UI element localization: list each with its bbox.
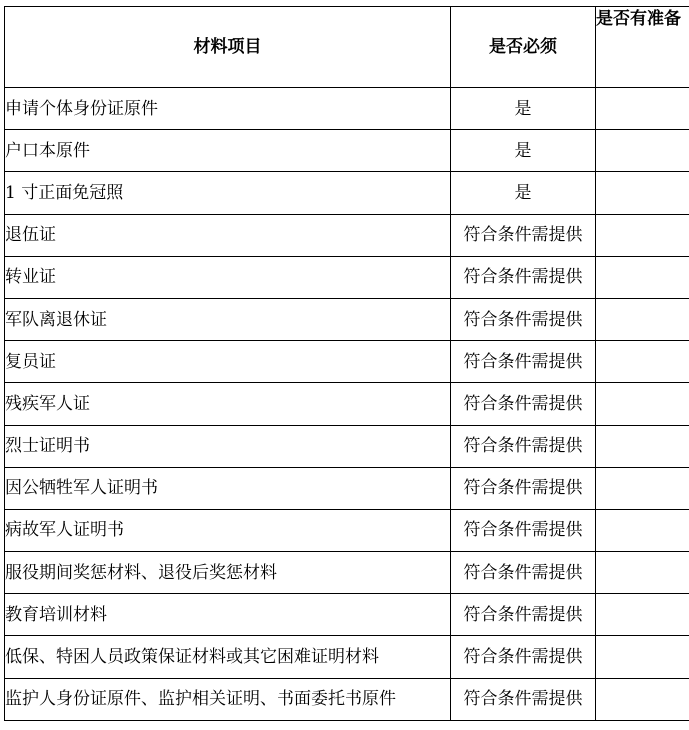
table-row	[5, 678, 689, 720]
prepared-cell[interactable]	[596, 256, 689, 298]
table-row	[5, 467, 689, 509]
material-name-cell: 退伍证	[5, 214, 451, 256]
table-row	[5, 509, 689, 551]
material-name-cell: 因公牺牲军人证明书	[5, 467, 451, 509]
material-name-cell: 军队离退休证	[5, 298, 451, 340]
table-row	[5, 88, 689, 130]
prepared-cell[interactable]	[596, 341, 689, 383]
prepared-cell[interactable]	[596, 172, 689, 214]
prepared-cell[interactable]	[596, 636, 689, 678]
materials-checklist-table	[4, 6, 689, 721]
material-name-cell: 转业证	[5, 256, 451, 298]
prepared-cell[interactable]	[596, 214, 689, 256]
material-name-cell: 服役期间奖惩材料、退役后奖惩材料	[5, 552, 451, 594]
header-material-item: 材料项目	[5, 7, 451, 88]
material-name-cell: 低保、特困人员政策保证材料或其它困难证明材料	[5, 636, 451, 678]
table-row	[5, 594, 689, 636]
material-name-cell: 烈士证明书	[5, 425, 451, 467]
required-cell: 是	[451, 130, 596, 172]
table-row	[5, 552, 689, 594]
required-cell: 是	[451, 172, 596, 214]
material-name-cell: 残疾军人证	[5, 383, 451, 425]
table-row	[5, 425, 689, 467]
required-cell: 符合条件需提供	[451, 509, 596, 551]
table-row	[5, 341, 689, 383]
required-cell: 符合条件需提供	[451, 256, 596, 298]
prepared-cell[interactable]	[596, 552, 689, 594]
prepared-cell[interactable]	[596, 467, 689, 509]
material-name-cell: 1 寸正面免冠照	[5, 172, 451, 214]
required-cell: 符合条件需提供	[451, 467, 596, 509]
required-cell: 符合条件需提供	[451, 678, 596, 720]
prepared-cell[interactable]	[596, 88, 689, 130]
required-cell: 符合条件需提供	[451, 594, 596, 636]
material-name-cell: 教育培训材料	[5, 594, 451, 636]
required-cell: 符合条件需提供	[451, 425, 596, 467]
prepared-cell[interactable]	[596, 425, 689, 467]
prepared-cell[interactable]	[596, 298, 689, 340]
required-cell: 符合条件需提供	[451, 214, 596, 256]
required-cell: 符合条件需提供	[451, 552, 596, 594]
prepared-cell[interactable]	[596, 130, 689, 172]
material-name-cell: 监护人身份证原件、监护相关证明、书面委托书原件	[5, 678, 451, 720]
table-row	[5, 298, 689, 340]
prepared-cell[interactable]	[596, 509, 689, 551]
header-required: 是否必须	[451, 7, 596, 88]
prepared-cell[interactable]	[596, 678, 689, 720]
material-name-cell: 申请个体身份证原件	[5, 88, 451, 130]
required-cell: 是	[451, 88, 596, 130]
required-cell: 符合条件需提供	[451, 298, 596, 340]
prepared-cell[interactable]	[596, 594, 689, 636]
material-name-cell: 复员证	[5, 341, 451, 383]
table-row	[5, 636, 689, 678]
prepared-cell[interactable]	[596, 383, 689, 425]
table-row	[5, 256, 689, 298]
material-name-cell: 户口本原件	[5, 130, 451, 172]
table-row	[5, 383, 689, 425]
table-row	[5, 130, 689, 172]
material-name-cell: 病故军人证明书	[5, 509, 451, 551]
required-cell: 符合条件需提供	[451, 636, 596, 678]
required-cell: 符合条件需提供	[451, 383, 596, 425]
required-cell: 符合条件需提供	[451, 341, 596, 383]
table-row	[5, 172, 689, 214]
header-prepared: 是否有准备	[596, 7, 689, 88]
table-row	[5, 214, 689, 256]
table-header-row	[5, 7, 689, 88]
